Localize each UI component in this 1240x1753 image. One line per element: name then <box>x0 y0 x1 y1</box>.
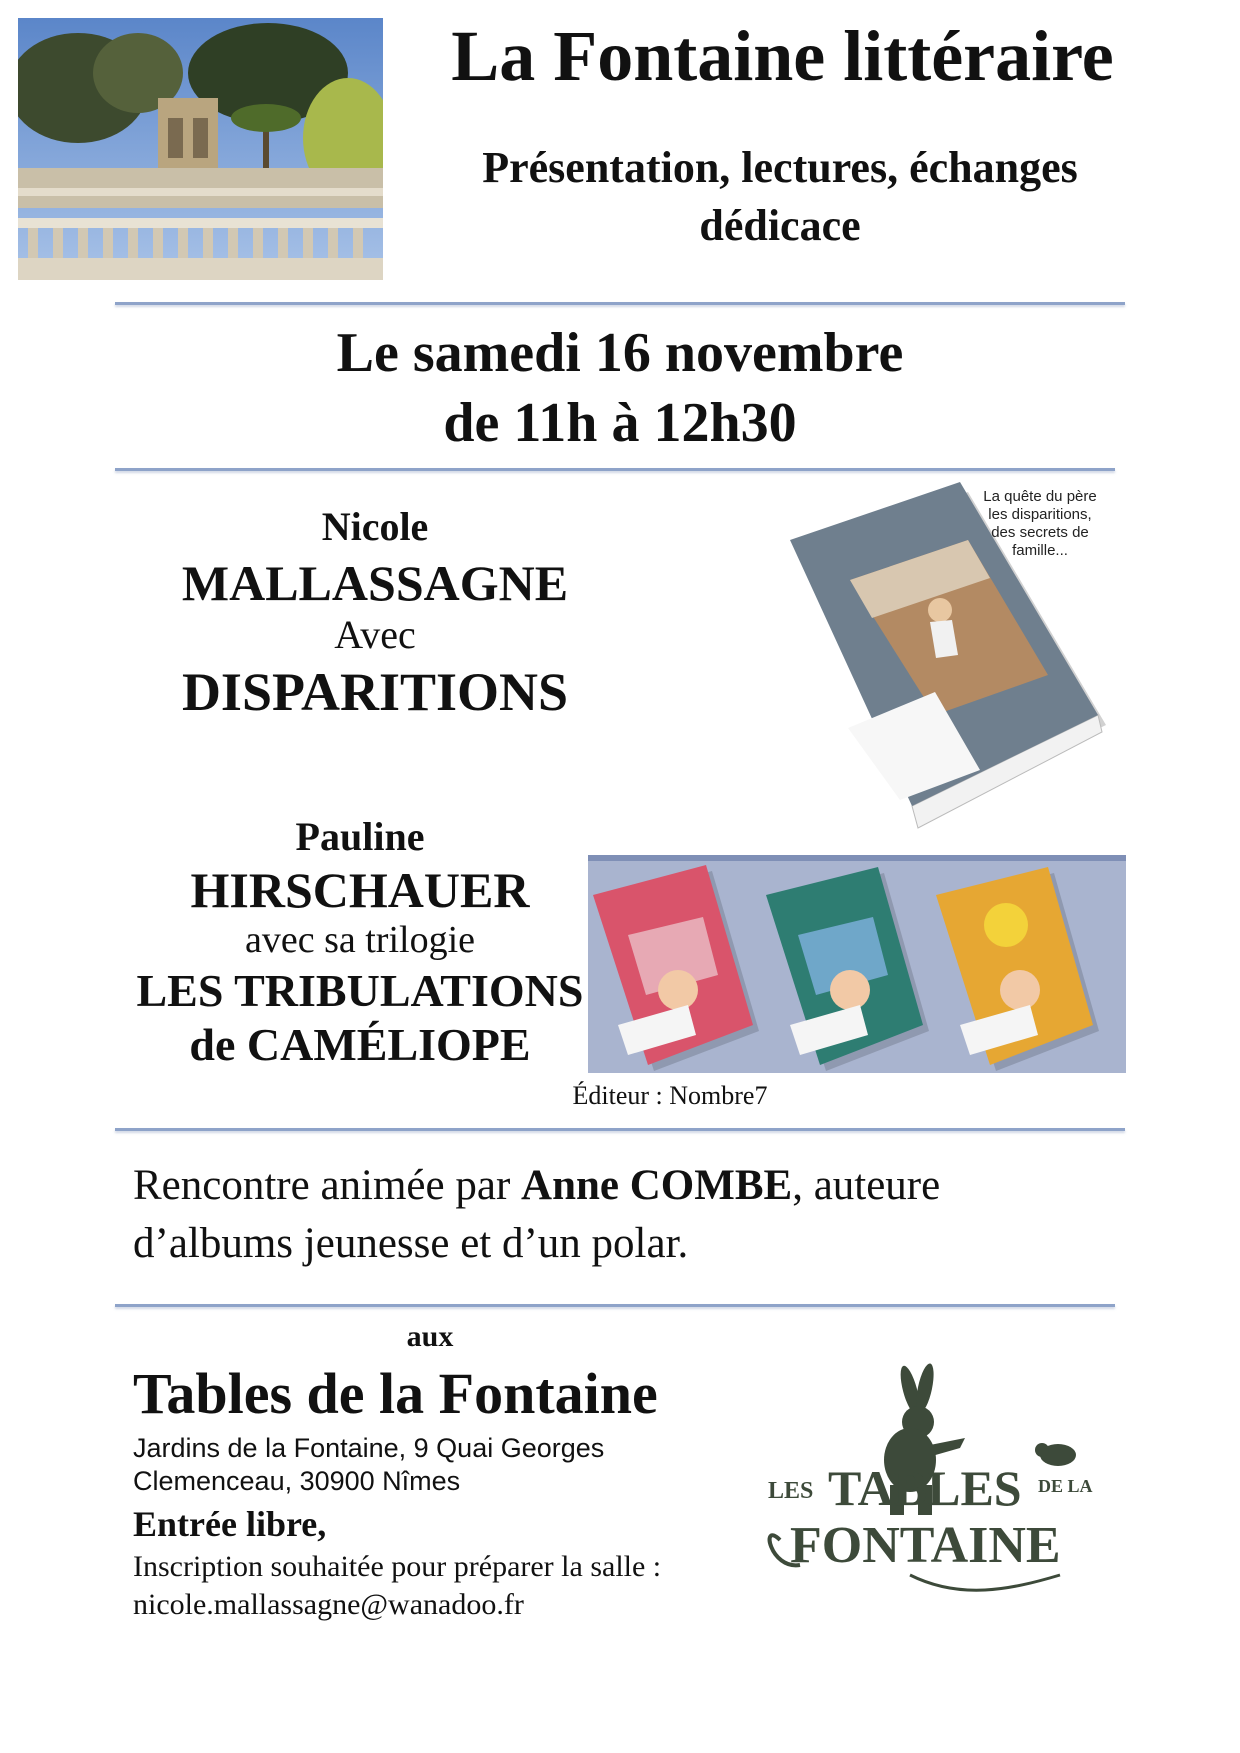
book-caption-line: famille... <box>1012 542 1068 559</box>
series-title-line-2: de CAMÉLIOPE <box>189 1019 531 1070</box>
author1-connector: Avec <box>334 612 416 657</box>
venue-name: Tables de la Fontaine <box>133 1361 658 1426</box>
event-date: Le samedi 16 novembre <box>336 322 904 384</box>
entry-info: Entrée libre, <box>133 1504 327 1544</box>
page-title: La Fontaine littéraire <box>451 16 1114 96</box>
moderator-line-1 <box>133 1158 1133 1214</box>
moderator-prefix: Rencontre animée par <box>133 1162 511 1209</box>
author1-first-name: Nicole <box>321 504 429 549</box>
logo-word-de-la: DE LA <box>1038 1476 1093 1496</box>
tables-de-la-fontaine-logo <box>760 1350 1120 1600</box>
trilogy-covers <box>588 855 1126 1073</box>
logo-word-fontaine: FONTAINE <box>790 1517 1061 1574</box>
book-caption <box>965 488 1115 560</box>
moderator-suffix: , auteure <box>792 1162 941 1209</box>
publisher-credit: Éditeur : Nombre7 <box>572 1081 768 1110</box>
author2-first-name: Pauline <box>295 814 425 859</box>
logo-word-tables: TABLES <box>828 1460 1022 1516</box>
book-caption-line: des secrets de <box>991 524 1089 541</box>
subtitle-line-1: Présentation, lectures, échanges <box>482 143 1078 192</box>
author2-last-name: HIRSCHAUER <box>190 862 530 918</box>
venue-address-line-1: Jardins de la Fontaine, 9 Quai Georges <box>133 1433 605 1463</box>
book-caption-line: les disparitions, <box>988 506 1092 523</box>
contact-email[interactable]: nicole.mallassagne@wanadoo.fr <box>133 1588 524 1621</box>
subtitle-line-2: dédicace <box>699 201 861 250</box>
author2-connector: avec sa trilogie <box>244 919 475 961</box>
moderator-name: Anne COMBE <box>521 1162 793 1209</box>
series-title-line-1: LES TRIBULATIONS <box>136 965 584 1016</box>
event-time: de 11h à 12h30 <box>443 392 797 454</box>
venue-preposition: aux <box>406 1320 454 1353</box>
divider <box>115 1304 1115 1307</box>
book-caption-line: La quête du père <box>983 488 1097 505</box>
divider <box>115 302 1125 305</box>
header-photo <box>18 18 383 280</box>
author1-book-title: DISPARITIONS <box>181 662 569 722</box>
logo-word-les: LES <box>768 1478 814 1504</box>
author1-last-name: MALLASSAGNE <box>181 555 569 611</box>
venue-address-line-2: Clemenceau, 30900 Nîmes <box>133 1466 461 1496</box>
divider <box>115 1128 1125 1131</box>
moderator-line-2: d’albums jeunesse et d’un polar. <box>133 1220 689 1267</box>
registration-note: Inscription souhaitée pour préparer la salle : <box>133 1550 662 1583</box>
